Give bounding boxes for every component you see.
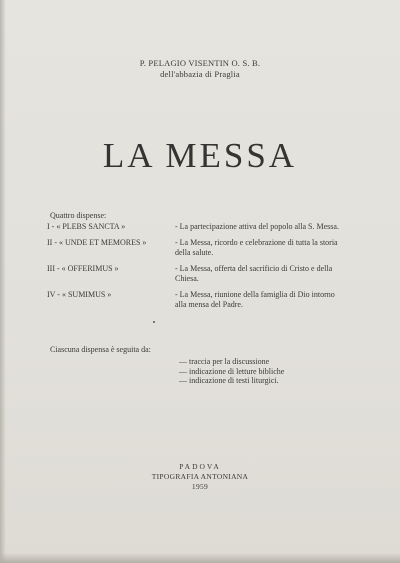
part-label: I - « PLEBS SANCTA » (47, 222, 126, 231)
part-description: - La Messa, offerta del sacrificio di Cristo e della Chiesa. (175, 263, 333, 283)
part-label: III - « OFFERIMUS » (47, 263, 119, 273)
author-name: P. PELAGIO VISENTIN O. S. B. (139, 58, 261, 68)
ink-dot (153, 321, 155, 323)
followed-by-text: Ciascuna dispensa è seguita da: (50, 345, 151, 354)
notes-list (179, 357, 284, 386)
imprint-year: 1959 (191, 482, 209, 491)
part-description: - La partecipazione attiva del popolo alla S. Messa. (175, 222, 339, 231)
note-item: — indicazione di letture bibliche (179, 366, 285, 376)
imprint-block (0, 462, 400, 492)
author-block (0, 58, 400, 80)
part-label: IV - « SUMIMUS » (47, 289, 112, 299)
part-description: - La Messa, riunione della famiglia di Dio intorno alla mensa del Padre. (175, 289, 335, 309)
parts-list (47, 222, 347, 316)
part-description: - La Messa, ricordo e celebrazione di tutta la storia della salute. (175, 237, 338, 257)
part-row (47, 264, 347, 285)
page-title: LA MESSA (102, 136, 298, 175)
intro-text: Quattro dispense: (50, 211, 107, 220)
note-item: — indicazione di testi liturgici. (179, 376, 279, 385)
part-row (47, 290, 347, 311)
part-row (47, 222, 347, 233)
author-affiliation: dell'abbazia di Praglia (160, 69, 240, 79)
part-label: II - « UNDE ET MEMORES » (47, 237, 147, 247)
part-row (47, 238, 347, 259)
imprint-press: TIPOGRAFIA ANTONIANA (151, 472, 249, 481)
page-bottom-shadow (0, 553, 400, 563)
imprint-city: PADOVA (179, 462, 221, 471)
note-item: — traccia per la discussione (179, 357, 270, 366)
